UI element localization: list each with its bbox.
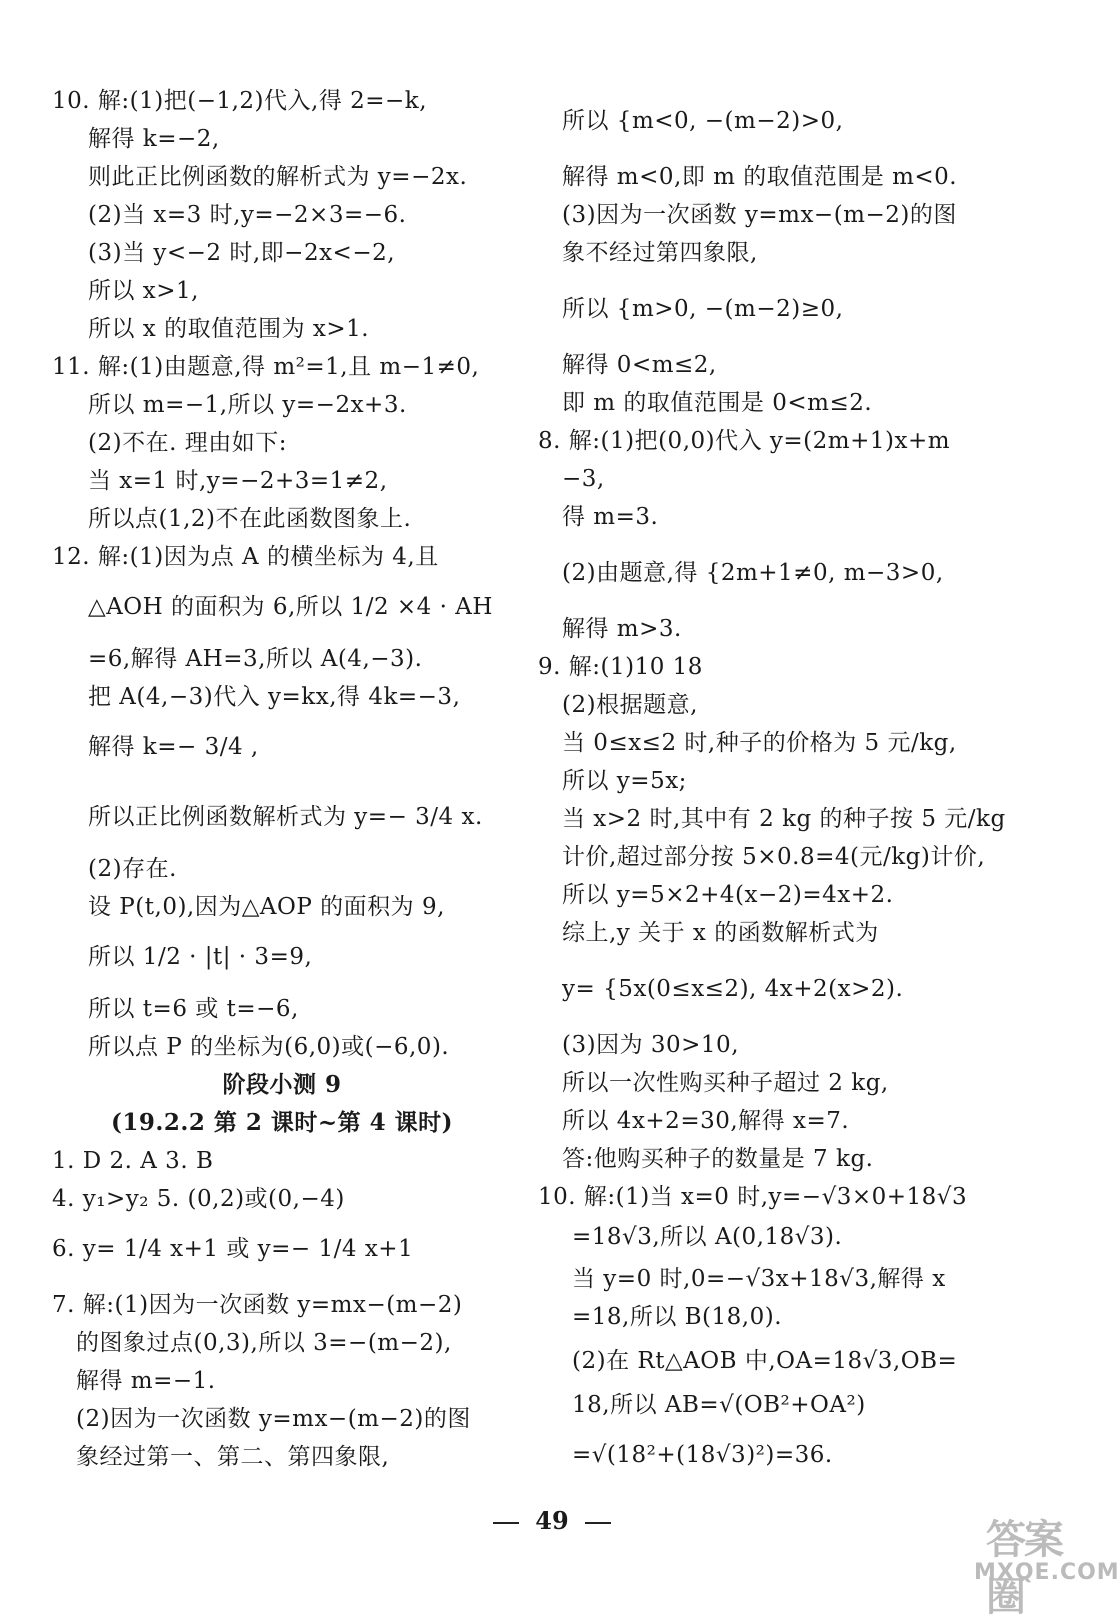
text-line: 解得 k=− 3/4 , xyxy=(88,734,259,760)
watermark-text: 答案圈 xyxy=(986,1517,1062,1620)
watermark-logo xyxy=(968,1508,1120,1620)
watermark-url: MXQE.COM xyxy=(974,1560,1120,1585)
text-line: 所以 x>1, xyxy=(88,278,199,304)
text-line: 得 m=3. xyxy=(562,504,659,530)
text-line: (2)当 x=3 时,y=−2×3=−6. xyxy=(88,202,407,228)
text-line: 的图象过点(0,3),所以 3=−(m−2), xyxy=(76,1330,452,1356)
section-subtitle: (19.2.2 第 2 课时~第 4 课时) xyxy=(110,1109,454,1136)
problem-12-line-1: 12. 解:(1)因为点 A 的横坐标为 4,且 xyxy=(52,544,439,570)
text-line: (3)当 y<−2 时,即−2x<−2, xyxy=(88,240,396,266)
dash-left xyxy=(493,1522,519,1524)
problem-8-line-1: 8. 解:(1)把(0,0)代入 y=(2m+1)x+m xyxy=(538,428,951,454)
text-line: (3)因为 30>10, xyxy=(562,1032,740,1058)
problem-10-line-1: 10. 解:(1)把(−1,2)代入,得 2=−k, xyxy=(52,88,428,114)
text-line: 解得 m>3. xyxy=(562,616,682,642)
text-line: 综上,y 关于 x 的函数解析式为 xyxy=(562,920,879,946)
system-inequality: (2)由题意,得 {2m+1≠0, m−3>0, xyxy=(562,560,944,586)
problem-10b-line-1: 10. 解:(1)当 x=0 时,y=−√3×0+18√3 xyxy=(538,1184,968,1210)
text-line: 解得 k=−2, xyxy=(88,126,220,152)
text-line: (2)根据题意, xyxy=(562,692,698,718)
text-line: −3, xyxy=(562,466,605,492)
text-line: 所以一次性购买种子超过 2 kg, xyxy=(562,1070,889,1096)
text-line: =18√3,所以 A(0,18√3). xyxy=(572,1224,843,1250)
text-line: 所以正比例函数解析式为 y=− 3/4 x. xyxy=(88,804,483,830)
problem-7-line-1: 7. 解:(1)因为一次函数 y=mx−(m−2) xyxy=(52,1292,463,1318)
text-line: (2)因为一次函数 y=mx−(m−2)的图 xyxy=(76,1406,471,1432)
text-line: 把 A(4,−3)代入 y=kx,得 4k=−3, xyxy=(88,684,461,710)
text-line: 18,所以 AB=√(OB²+OA²) xyxy=(572,1392,866,1418)
section-title: 阶段小测 9 xyxy=(222,1071,342,1098)
page-number xyxy=(0,1506,1104,1535)
text-line: 所以点(1,2)不在此函数图象上. xyxy=(88,506,412,532)
text-line: 所以 y=5x; xyxy=(562,768,687,794)
text-line: 所以 4x+2=30,解得 x=7. xyxy=(562,1108,850,1134)
dash-right xyxy=(585,1522,611,1524)
text-line: 所以 1/2 · |t| · 3=9, xyxy=(88,944,313,970)
text-line: 所以 t=6 或 t=−6, xyxy=(88,996,299,1022)
text-line: (2)存在. xyxy=(88,856,177,882)
problem-9-line-1: 9. 解:(1)10 18 xyxy=(538,654,703,680)
text-line: 即 m 的取值范围是 0<m≤2. xyxy=(562,390,873,416)
answers-1-3: 1. D 2. A 3. B xyxy=(52,1148,214,1174)
text-line: 所以 y=5×2+4(x−2)=4x+2. xyxy=(562,882,894,908)
text-line: △AOH 的面积为 6,所以 1/2 ×4 · AH xyxy=(88,594,493,620)
page-number-text: 49 xyxy=(535,1506,569,1535)
text-line: 当 0≤x≤2 时,种子的价格为 5 元/kg, xyxy=(562,730,957,756)
text-line: 当 x>2 时,其中有 2 kg 的种子按 5 元/kg xyxy=(562,806,1006,832)
text-line: 计价,超过部分按 5×0.8=4(元/kg)计价, xyxy=(562,844,986,870)
text-line: 解得 m=−1. xyxy=(76,1368,216,1394)
system-inequality: 所以 {m>0, −(m−2)≥0, xyxy=(562,296,844,322)
text-line: 解得 m<0,即 m 的取值范围是 m<0. xyxy=(562,164,958,190)
text-line: 则此正比例函数的解析式为 y=−2x. xyxy=(88,164,468,190)
text-line: 设 P(t,0),因为△AOP 的面积为 9, xyxy=(88,894,445,920)
text-line: 所以 x 的取值范围为 x>1. xyxy=(88,316,370,342)
answers-4-5: 4. y₁>y₂ 5. (0,2)或(0,−4) xyxy=(52,1186,345,1212)
system-inequality: 所以 {m<0, −(m−2)>0, xyxy=(562,108,844,134)
text-line: 解得 0<m≤2, xyxy=(562,352,717,378)
text-line: (2)不在. 理由如下: xyxy=(88,430,287,456)
text-line: 所以 m=−1,所以 y=−2x+3. xyxy=(88,392,407,418)
text-line: 象经过第一、第二、第四象限, xyxy=(76,1444,390,1470)
text-line: =6,解得 AH=3,所以 A(4,−3). xyxy=(88,646,423,672)
problem-11-line-1: 11. 解:(1)由题意,得 m²=1,且 m−1≠0, xyxy=(52,354,480,380)
text-line: (3)因为一次函数 y=mx−(m−2)的图 xyxy=(562,202,957,228)
text-line: =√(18²+(18√3)²)=36. xyxy=(572,1442,833,1468)
text-line: (2)在 Rt△AOB 中,OA=18√3,OB= xyxy=(572,1348,958,1374)
text-line: 象不经过第四象限, xyxy=(562,240,758,266)
piecewise-function: y= {5x(0≤x≤2), 4x+2(x>2). xyxy=(562,976,904,1002)
text-line: 当 y=0 时,0=−√3x+18√3,解得 x xyxy=(572,1266,946,1292)
text-line: =18,所以 B(18,0). xyxy=(572,1304,783,1330)
text-line: 所以点 P 的坐标为(6,0)或(−6,0). xyxy=(88,1034,450,1060)
text-line: 当 x=1 时,y=−2+3=1≠2, xyxy=(88,468,388,494)
text-line: 答:他购买种子的数量是 7 kg. xyxy=(562,1146,874,1172)
answer-6: 6. y= 1/4 x+1 或 y=− 1/4 x+1 xyxy=(52,1236,414,1262)
